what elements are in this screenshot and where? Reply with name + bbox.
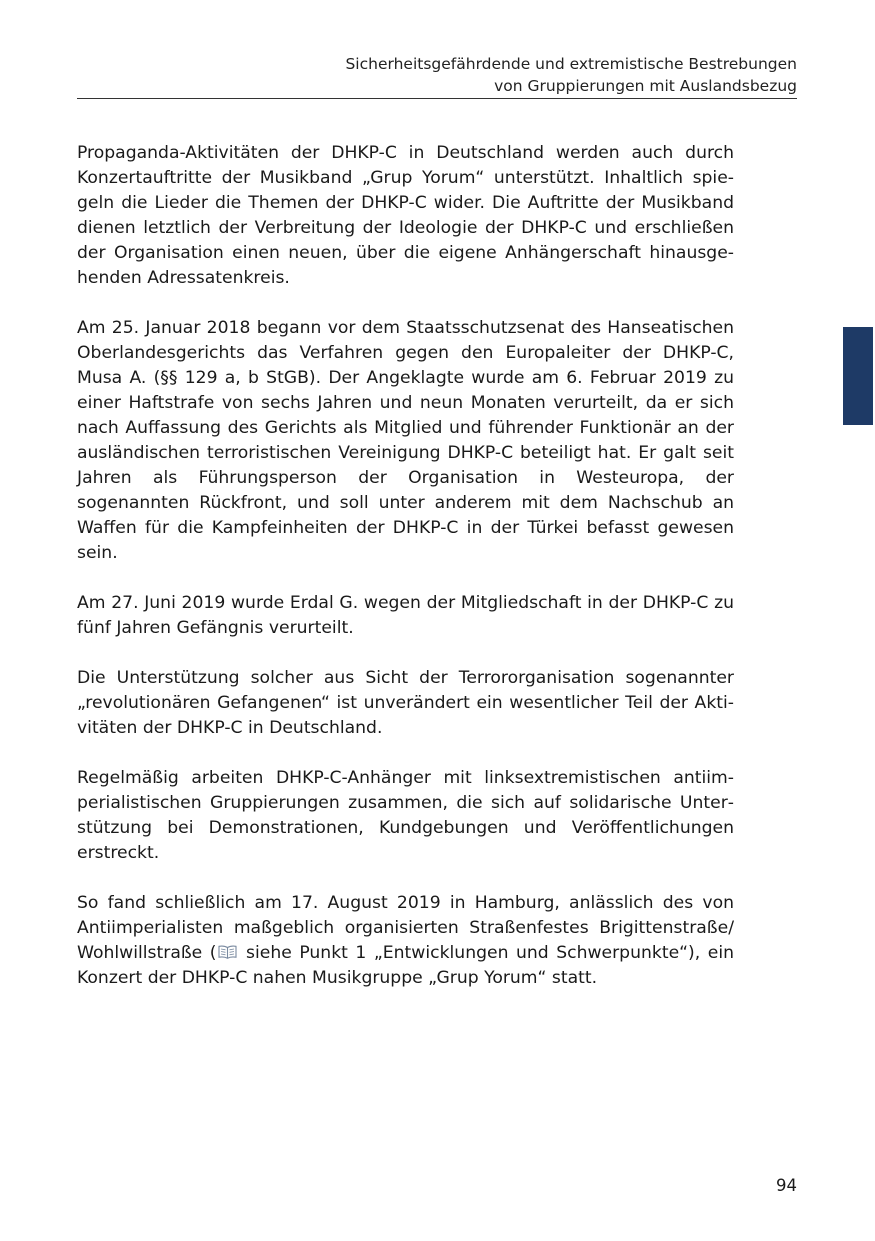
paragraph-concert-text-after: siehe Punkt 1 „Entwicklungen und Schwerpunkte“), ein Konzert der DHKP-C nahen Musikgruppe „Grup Yorum“ statt. xyxy=(77,943,734,988)
running-header xyxy=(77,53,797,97)
paragraph-trial-musa-a: Am 25. Januar 2018 begann vor dem Staatsschutzsenat des Hanseatischen Oberlandesgerichts das Verfahren gegen den Europaleiter der DHKP-C, Musa A. (§§ 129 a, b StGB). Der Angeklagte wurde am 6. Februar 2019 zu einer Haftstrafe von sechs Jahren und neun Monaten verurteilt, da er sich nach Auffassung des Gerichts als Mitglied und führender Funktionär an der ausländischen terroristischen Vereinigung DHKP-C beteiligt hat. Er galt seit Jahren als Führungsperson der Organisation in Westeuropa, der sogenannten Rückfront, und soll unter anderem mit dem Nachschub an Waffen für die Kampfeinheiten der DHKP-C in der Türkei befasst gewesen sein. xyxy=(77,318,734,563)
paragraph-grup-yorum: Propaganda-Aktivitäten der DHKP-C in Deutschland werden auch durch Konzertauftritte der Musikband „Grup Yorum“ unterstützt. Inhaltlich spiegeln die Lieder die Themen der DHKP-C wider. Die Auftritte der Musikband dienen letztlich der Verbreitung der Ideologie der DHKP-C und erschließen der Organisation einen neuen, über die eigene Anhängerschaft hinausgehenden Adressatenkreis. xyxy=(77,143,734,288)
paragraph-concert-hamburg xyxy=(77,891,734,991)
main-text xyxy=(77,141,734,1016)
paragraph-concert-text-before: So fand schließlich am 17. August 2019 in Hamburg, anlässlich des von Antiimperialisten maßgeblich organisierten Straßenfestes Brigittenstraße/ Wohlwillstraße ( xyxy=(77,893,734,963)
page-number: 94 xyxy=(776,1176,797,1195)
book-icon xyxy=(218,945,237,959)
chapter-side-tab xyxy=(843,327,873,425)
paragraph-cooperation: Regelmäßig arbeiten DHKP-C-Anhänger mit linksextremistischen antiimperialistischen Gruppierungen zusammen, die sich auf solidarische Unterstützung bei Demonstrationen, Kundgebungen und Veröffentlichungen erstreckt. xyxy=(77,768,734,863)
paragraph-erdal-g: Am 27. Juni 2019 wurde Erdal G. wegen der Mitgliedschaft in der DHKP-C zu fünf Jahren Gefängnis verurteilt. xyxy=(77,593,734,638)
running-header-line-2: von Gruppierungen mit Auslandsbezug xyxy=(494,77,797,95)
running-header-line-1: Sicherheitsgefährdende und extremistische Bestrebungen xyxy=(345,55,797,73)
header-divider xyxy=(77,98,797,99)
paragraph-prisoners-support: Die Unterstützung solcher aus Sicht der Terrororganisation sogenannter „revolutionären Gefangenen“ ist unverändert ein wesentlicher Teil der Aktivitäten der DHKP-C in Deutschland. xyxy=(77,668,734,738)
